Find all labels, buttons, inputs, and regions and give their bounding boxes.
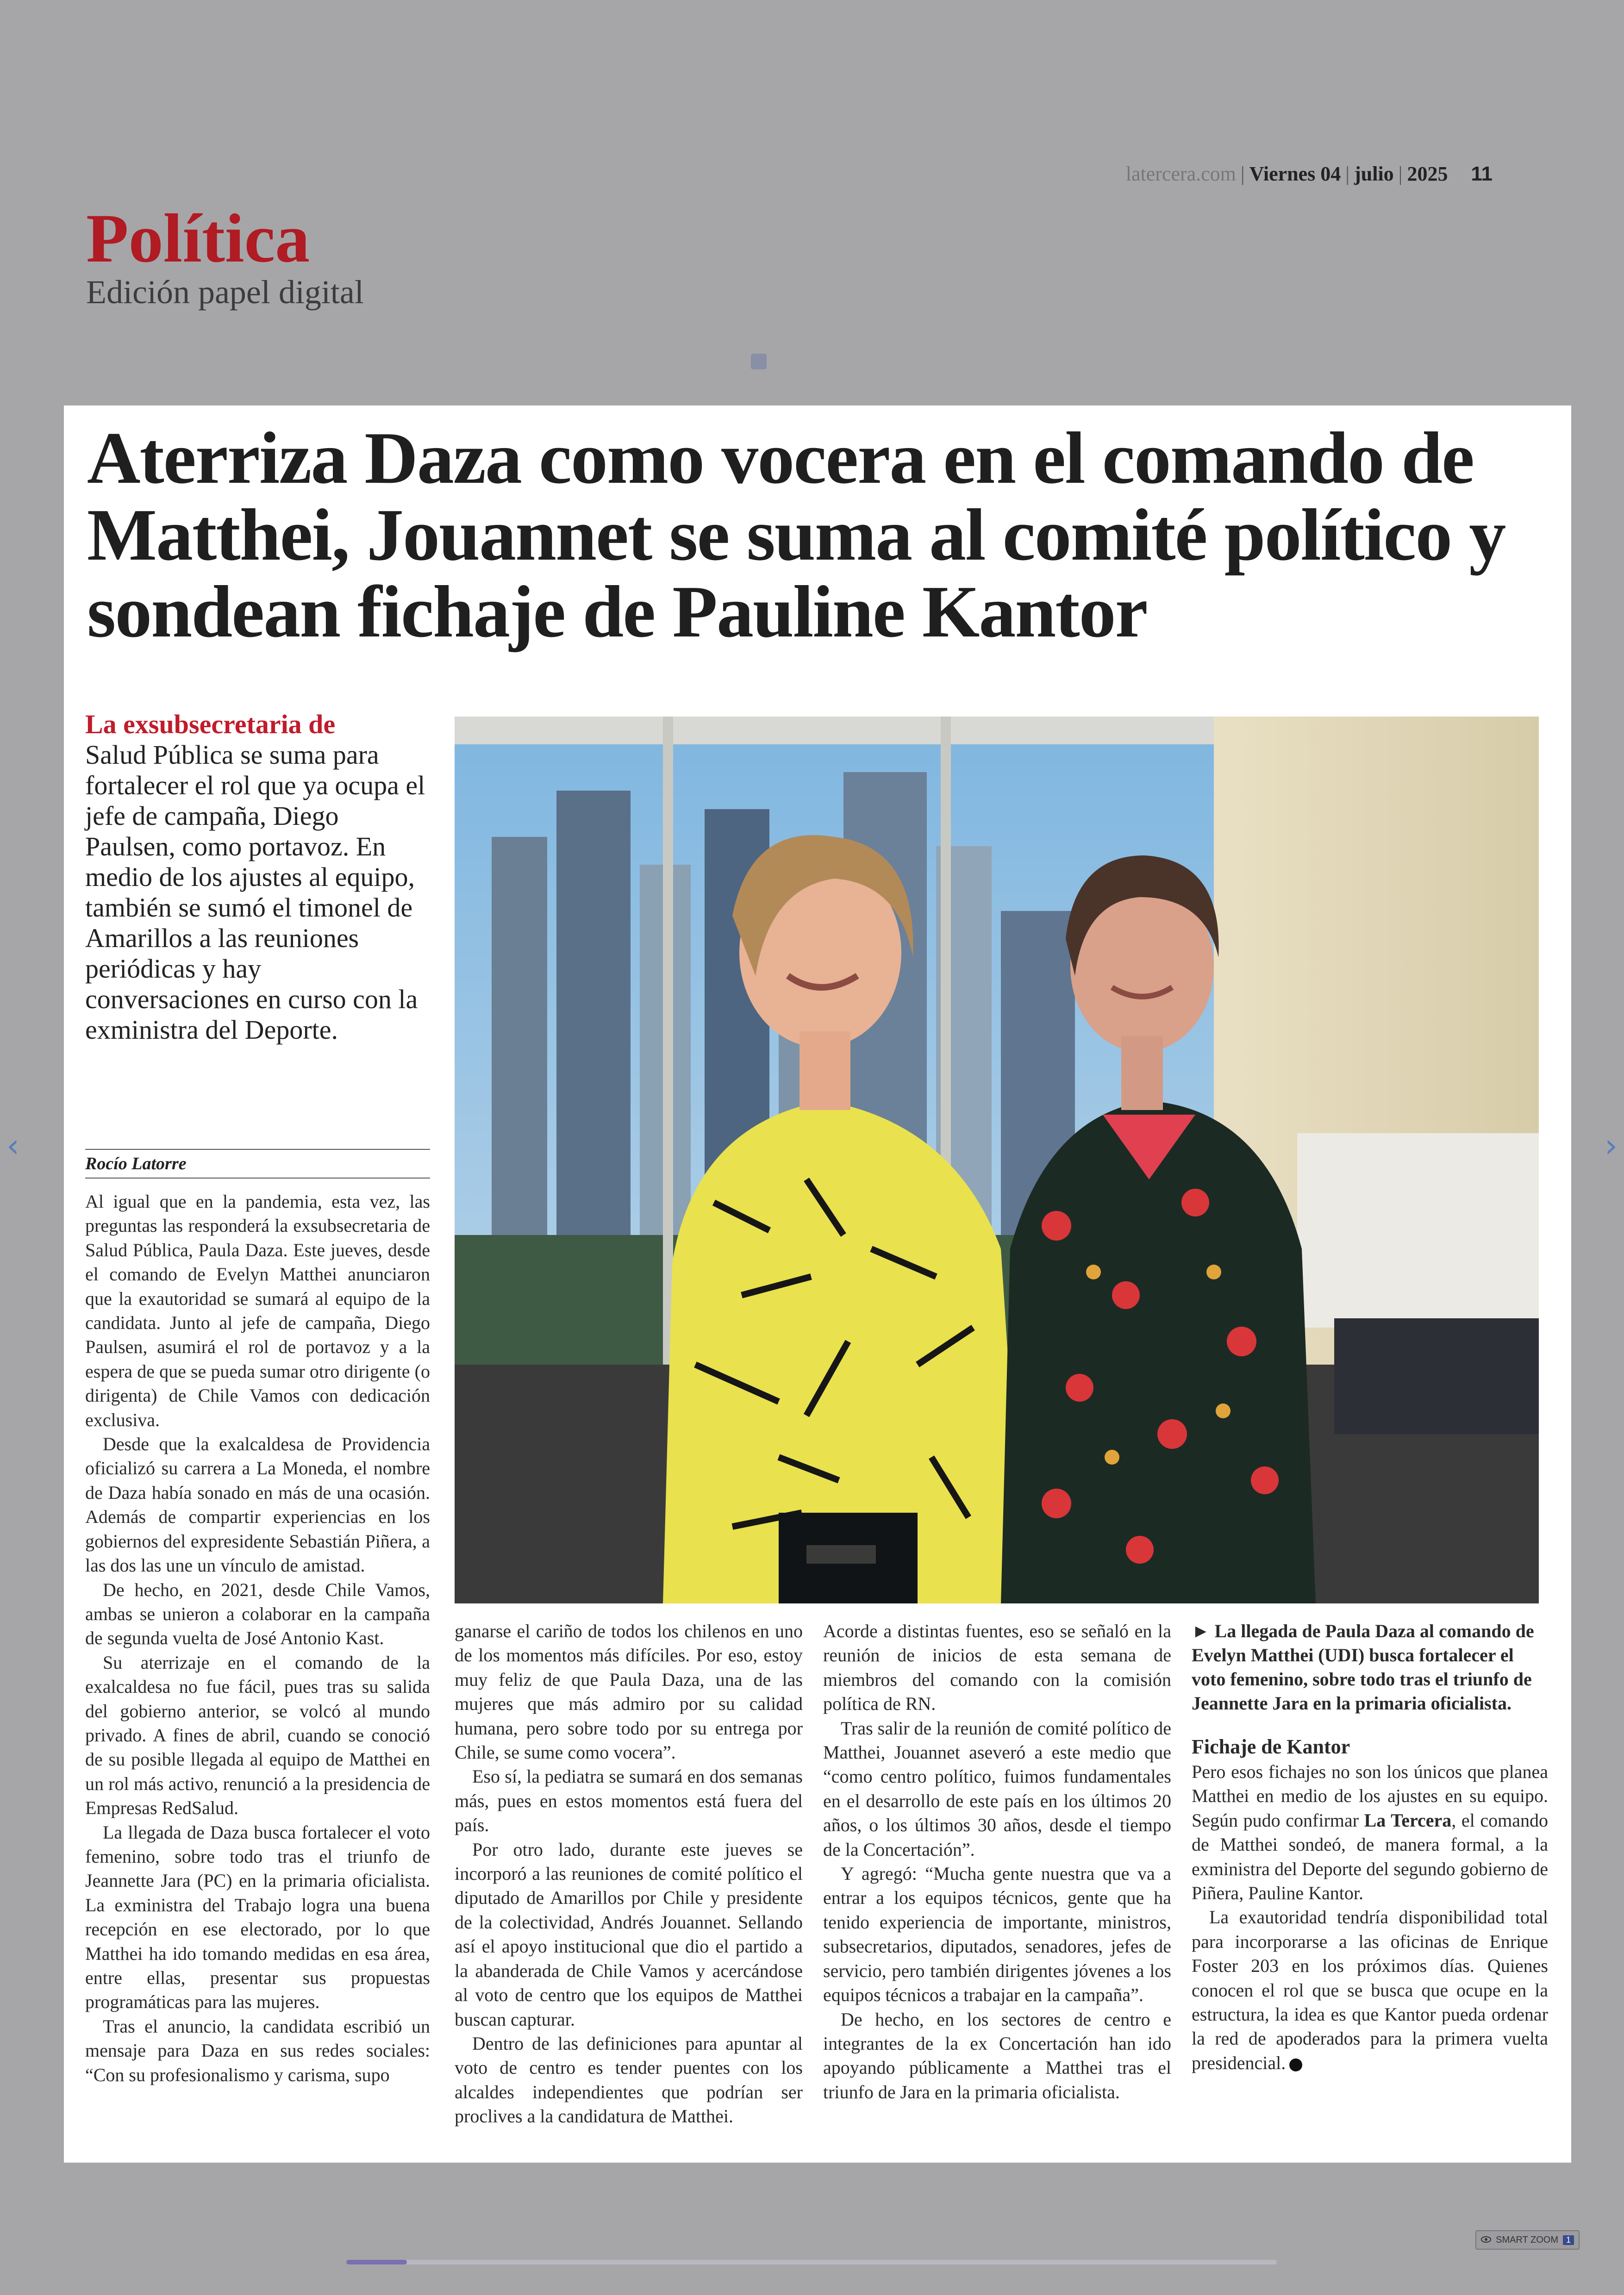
paragraph-text: Pero esos fichajes no son los únicos que planea Matthei en medio de los ajustes en su equipo. Según pudo confirmar: [1192, 1761, 1548, 1831]
paragraph-text: , el comando de Matthei sondeó, de manera formal, a la exministra del Deporte del segundo gobierno de Piñera, Pauline Kantor.: [1192, 1809, 1548, 1904]
reading-progress-bar[interactable]: [346, 2260, 1277, 2264]
paragraph: Tras salir de la reunión de comité político de Matthei, Jouannet aseveró a este medio que “como centro político, fuimos fundamentales en el desarrollo de este país en los últimos 20 años, o los últimos 30 años, desde el tiempo de la Concertación”.: [823, 1717, 1171, 1860]
date-year: 2025: [1407, 162, 1448, 185]
smart-zoom-badge: 1: [1563, 2235, 1574, 2245]
anchor-marker-icon[interactable]: [751, 354, 767, 369]
lead-paragraph: [85, 709, 428, 1045]
next-page-button[interactable]: ›: [1605, 1127, 1618, 1165]
end-mark-icon: [1289, 2058, 1302, 2071]
paragraph: Acorde a distintas fuentes, eso se señaló en la reunión de inicios de esta semana de miembros del comando con la comisión política de RN.: [823, 1621, 1171, 1715]
paragraph: Y agregó: “Mucha gente nuestra que va a entrar a los equipos técnicos, gente que ha tenido experiencia de importante, ministros, subsecretarios, diputados, senadores, jefes de servicio, pero también dirigentes jóvenes a los equipos técnicos a trabajar en la campaña”.: [823, 1863, 1171, 2006]
column-2: [455, 1619, 803, 2129]
paragraph: De hecho, en 2021, desde Chile Vamos, ambas se unieron a colaborar en la campaña de segunda vuelta de José Antonio Kast.: [85, 1579, 430, 1649]
paragraph: ganarse el cariño de todos los chilenos en uno de los momentos más difíciles. Por eso, estoy muy feliz de que Paula Daza, una de las mujeres que más admiro por su calidad humana, pero sobre todo por su entrega por Chile, se sume como vocera”.: [455, 1621, 803, 1763]
photo-two-women-illustration: [455, 717, 1539, 1603]
page-header-info: latercera.com | Viernes 04 | julio | 2025 11: [1125, 162, 1493, 185]
page-number: 11: [1471, 162, 1493, 185]
photo-caption: ► La llegada de Paula Daza al comando de Evelyn Matthei (UDI) busca fortalecer el voto femenino, sobre todo tras el triunfo de Jeannette Jara en la primaria oficialista.: [1192, 1621, 1534, 1714]
paragraph: Su aterrizaje en el comando de la exalcaldesa no fue fácil, pues tras su salida del gobierno anterior, se volcó al mundo privado. A fines de abril, cuando se conoció de su posible llegada al equipo de Matthei en un rol más activo, renunció a la presidencia de Empresas RedSalud.: [85, 1652, 430, 1819]
paragraph: [1192, 1905, 1548, 2075]
headline: Aterriza Daza como vocera en el comando de Matthei, Jouannet se suma al comité político y sondean fichaje de Pauline Kantor: [87, 417, 1505, 653]
paragraph: La llegada de Daza busca fortalecer el voto femenino, sobre todo tras el triunfo de Jeannette Jara (PC) en la primaria oficialista. La exministra del Trabajo logra una buena recepción en ese electorado, por lo que Matthei ha ido tomando medidas en esa área, entre ellas, presentar sus propuestas programáticas para las mujeres.: [85, 1821, 430, 2013]
column-3: [823, 1619, 1171, 2104]
date-month: julio: [1354, 162, 1394, 185]
publication-name: La Tercera: [1364, 1809, 1452, 1831]
article-photo: [455, 717, 1539, 1603]
site-name: latercera.com: [1125, 162, 1236, 185]
paragraph: Por otro lado, durante este jueves se incorporó a las reuniones de comité político el diputado de Amarillos por Chile y presidente de la colectividad, Andrés Jouannet. Sellando así el apoyo institucional que dio el partido a la abanderada de Chile Vamos y acercándose al voto de centro que los equipos de Matthei buscan capturar.: [455, 1839, 803, 2030]
paragraph: Dentro de las definiciones para apuntar al voto de centro es tender puentes con los alcaldes independientes que podrían ser proclives a la candidatura de Matthei.: [455, 2033, 803, 2127]
article-page: [64, 405, 1571, 2163]
paragraph: Desde que la exalcaldesa de Providencia oficializó su carrera a La Moneda, el nombre de Daza había sonado en más de una ocasión. Además de compartir experiencias en los gobiernos del expresidente Sebastián Piñera, a las dos las une un vínculo de amistad.: [85, 1434, 430, 1576]
column-1: [85, 1190, 430, 2087]
previous-page-button[interactable]: ‹: [6, 1127, 19, 1165]
reading-progress-fill: [346, 2260, 407, 2264]
edition-label: Edición papel digital: [86, 274, 364, 311]
paragraph: [1192, 1760, 1548, 1905]
paragraph: Al igual que en la pandemia, esta vez, las preguntas las responderá la exsubsecretaria de Salud Pública, Paula Daza. Este jueves, desde el comando de Evelyn Matthei anunciaron que la exautoridad se sumará al equipo de la candidata. Junto al jefe de campaña, Diego Paulsen, asumirá el rol de portavoz y a la espera de que se pueda sumar otro dirigente (o dirigenta) de Chile Vamos con dedicación exclusiva.: [85, 1191, 430, 1430]
section-title: Política: [86, 200, 310, 277]
lead-kicker: La exsubsecretaria de: [85, 709, 336, 739]
eye-icon: [1481, 2235, 1491, 2245]
smart-zoom-label: SMART ZOOM: [1496, 2234, 1558, 2245]
lead-text: Salud Pública se suma para fortalecer el rol que ya ocupa el jefe de campaña, Diego Paulsen, como portavoz. En medio de los ajustes al equipo, también se sumó el timonel de Amarillos a las reuniones periódicas y hay conversaciones en curso con la exministra del Deporte.: [85, 740, 425, 1045]
byline-block: [85, 1149, 430, 1179]
byline: Rocío Latorre: [85, 1154, 187, 1173]
date-day: Viernes 04: [1249, 162, 1341, 185]
column-4: [1192, 1619, 1548, 2075]
paragraph: Tras el anuncio, la candidata escribió un mensaje para Daza en sus redes sociales: “Con su profesionalismo y carisma, supo: [85, 2015, 430, 2085]
paragraph: De hecho, en los sectores de centro e integrantes de la ex Concertación han ido apoyando públicamente a Matthei tras el triunfo de Jara en la primaria oficialista.: [823, 2008, 1171, 2102]
subheading: Fichaje de Kantor: [1192, 1735, 1350, 1758]
smart-zoom-button[interactable]: [1475, 2230, 1580, 2250]
paragraph: Eso sí, la pediatra se sumará en dos semanas más, pues en estos momentos está fuera del país.: [455, 1766, 803, 1836]
paragraph-text: La exautoridad tendría disponibilidad total para incorporarse a las oficinas de Enrique Foster 203 en los próximos días. Quienes conocen el rol que se busca que ocupe en la estructura, la idea es que Kantor pueda ordenar la red de apoderados para la primera vuelta presidencial.: [1192, 1907, 1548, 2073]
